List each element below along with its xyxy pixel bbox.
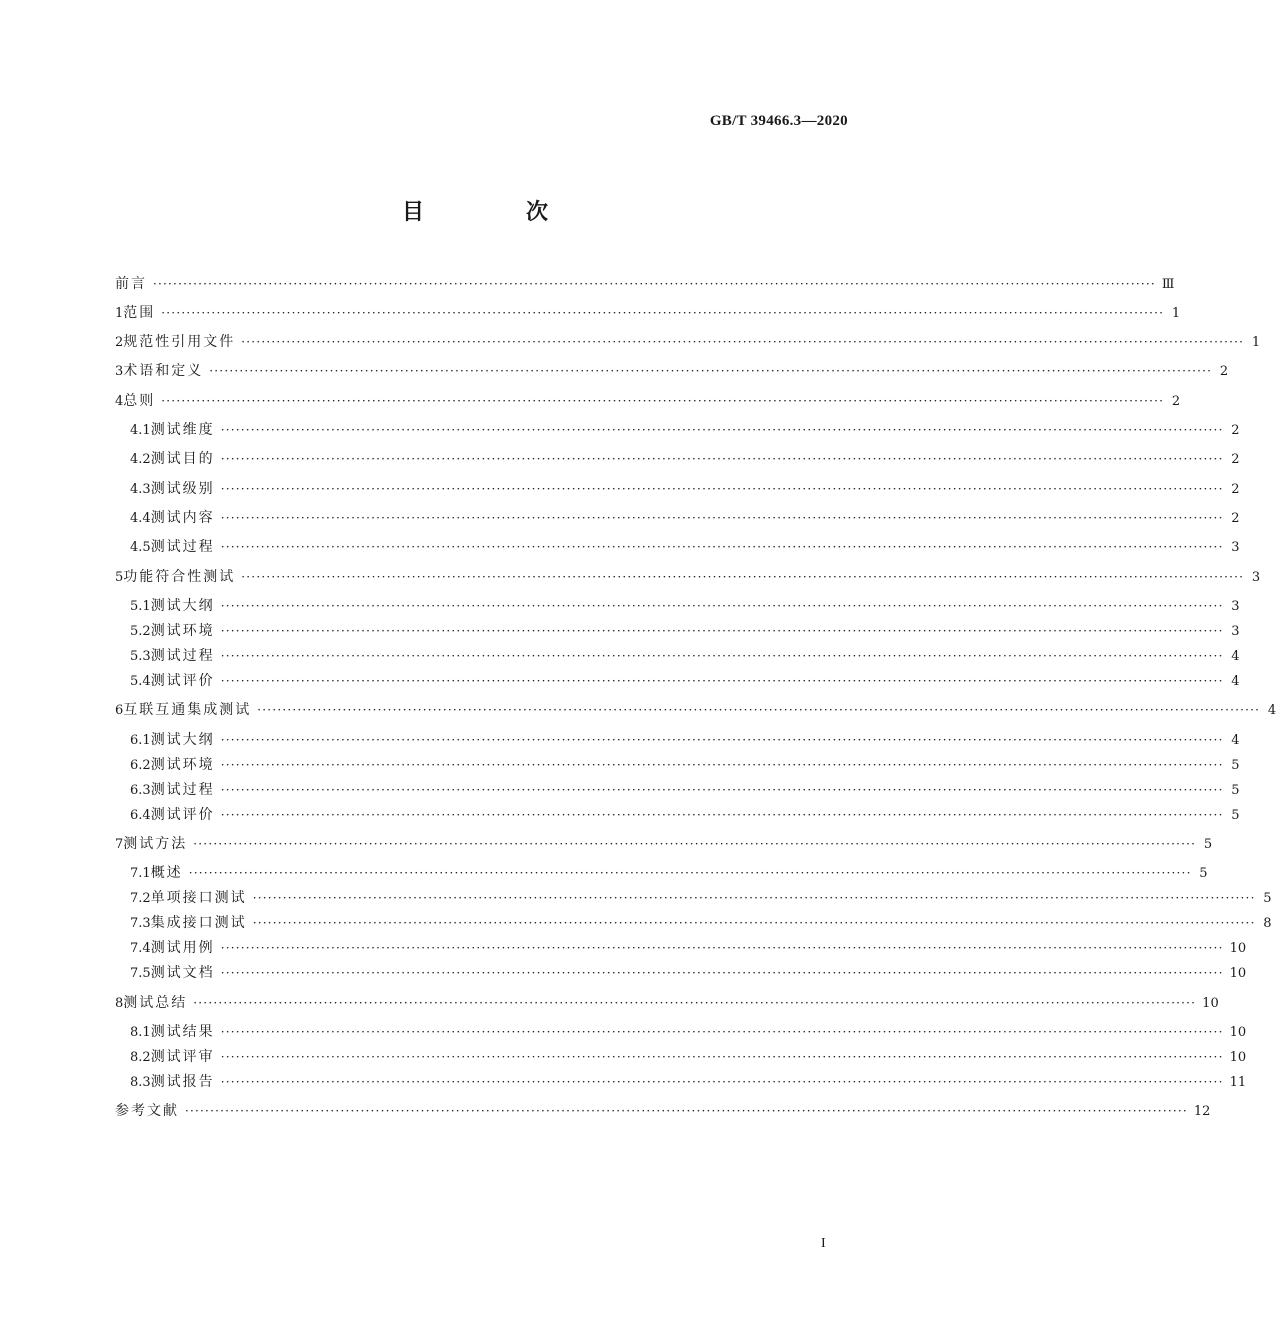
toc-entry-page: 2 <box>1231 423 1240 438</box>
toc-entry-label: 参考文献 <box>115 1103 179 1119</box>
toc-leader-dots: ········································································································································································································ <box>220 1050 1224 1064</box>
toc-entry-number: 4 <box>115 394 124 409</box>
toc-leader-dots: ········································································································································································································ <box>220 941 1224 955</box>
toc-entry-number: 7 <box>115 837 124 852</box>
toc-entry-number: 6 <box>115 703 124 718</box>
toc-entry[interactable] <box>115 361 1229 381</box>
toc-entry-label: 测试维度 <box>150 422 215 438</box>
toc-leader-dots: ········································································································································································································ <box>193 996 1197 1010</box>
toc-entry-label: 测试环境 <box>150 623 215 639</box>
toc-leader-dots: ········································································································································································································ <box>188 866 1192 880</box>
toc-leader-dots: ········································································································································································································ <box>220 783 1224 797</box>
toc-entry-page: 5 <box>1231 808 1240 823</box>
toc-entry-number: 6.4 <box>130 808 151 823</box>
page-title: 目 次 <box>401 199 588 225</box>
toc-entry-page: 1 <box>1251 335 1261 350</box>
toc-leader-dots: ········································································································································································································ <box>220 599 1224 613</box>
toc-entry[interactable] <box>115 963 1247 983</box>
toc-entry[interactable] <box>115 303 1181 323</box>
toc-entry-label: 测试过程 <box>150 648 215 664</box>
toc-entry[interactable] <box>115 274 1175 294</box>
toc-entry-number: 1 <box>115 306 124 321</box>
toc-entry-page: 3 <box>1231 540 1240 555</box>
toc-entry-label: 测试总结 <box>123 995 188 1011</box>
toc-entry-number: 4.2 <box>130 452 151 467</box>
toc-entry-label: 测试评审 <box>150 1049 215 1065</box>
toc-entry[interactable] <box>115 913 1272 933</box>
toc-entry-page: 3 <box>1231 624 1240 639</box>
toc-leader-dots: ········································································································································································································ <box>220 1025 1224 1039</box>
toc-entry-page: 10 <box>1229 1050 1247 1065</box>
toc-leader-dots: ········································································································································································································ <box>257 703 1261 717</box>
toc-entry[interactable] <box>115 730 1240 750</box>
toc-entry-number: 7.1 <box>130 866 151 881</box>
toc-entry-label: 概述 <box>150 865 183 881</box>
toc-entry-number: 7.2 <box>130 891 151 906</box>
toc-entry-label: 功能符合性测试 <box>123 569 236 585</box>
toc-entry-page: 4 <box>1231 733 1240 748</box>
toc-entry-number: 6.3 <box>130 783 151 798</box>
toc-entry-page: 2 <box>1231 482 1240 497</box>
toc-leader-dots: ········································································································································································································ <box>220 966 1224 980</box>
toc-entry-number: 4.3 <box>130 482 151 497</box>
toc-entry-label: 测试用例 <box>150 940 215 956</box>
toc-entry-label: 互联互通集成测试 <box>123 702 252 718</box>
toc-entry-page: 12 <box>1193 1104 1211 1119</box>
toc-leader-dots: ········································································································································································································ <box>241 570 1245 584</box>
toc-entry-page: 11 <box>1229 1075 1247 1090</box>
toc-entry-label: 测试大纲 <box>150 598 215 614</box>
toc-entry[interactable] <box>115 1101 1211 1121</box>
standard-code: GB/T 39466.3—2020 <box>709 113 848 129</box>
toc-entry-page: 3 <box>1251 570 1261 585</box>
toc-entry-page: 4 <box>1267 703 1276 718</box>
toc-leader-dots: ········································································································································································································ <box>220 674 1224 688</box>
toc-entry-page: 5 <box>1231 783 1240 798</box>
toc-entry-label: 测试文档 <box>150 965 215 981</box>
toc-leader-dots: ········································································································································································································ <box>161 306 1165 320</box>
toc-entry[interactable] <box>115 780 1240 800</box>
toc-entry-number: 8.1 <box>130 1025 151 1040</box>
toc-entry-label: 测试评价 <box>150 673 215 689</box>
toc-entry-page: 10 <box>1202 996 1219 1011</box>
toc-entry[interactable] <box>115 479 1240 499</box>
toc-entry-label: 范围 <box>123 305 156 321</box>
toc-entry-number: 4.1 <box>130 423 151 438</box>
toc-entry-number: 5.3 <box>130 649 151 664</box>
toc-entry-number: 5.2 <box>130 624 151 639</box>
toc-entry[interactable] <box>115 567 1261 587</box>
toc-entry-page: 5 <box>1203 837 1213 852</box>
toc-entry-page: 5 <box>1199 866 1208 881</box>
toc-entry-number: 7.3 <box>130 916 151 931</box>
toc-entry-number: 7.5 <box>130 966 151 981</box>
toc-entry[interactable] <box>115 537 1240 557</box>
toc-entry-page: 4 <box>1231 674 1240 689</box>
toc-entry-page: 5 <box>1263 891 1272 906</box>
toc-entry-page: 2 <box>1231 511 1240 526</box>
toc-leader-dots: ········································································································································································································ <box>252 891 1256 905</box>
toc-entry-label: 测试过程 <box>150 539 215 555</box>
toc-leader-dots: ········································································································································································································ <box>241 335 1245 349</box>
toc-entry[interactable] <box>115 420 1240 440</box>
toc-entry-number: 5.1 <box>130 599 151 614</box>
toc-entry-label: 测试级别 <box>150 481 215 497</box>
toc-entry[interactable] <box>115 805 1240 825</box>
toc-entry-page: 2 <box>1231 452 1240 467</box>
toc-leader-dots: ········································································································································································································ <box>220 540 1224 554</box>
toc-entry-page: 2 <box>1171 394 1181 409</box>
toc-entry-label: 测试过程 <box>150 782 215 798</box>
toc-entry-page: 5 <box>1231 758 1240 773</box>
toc-entry-page: 2 <box>1219 364 1229 379</box>
toc-leader-dots: ········································································································································································································ <box>252 916 1256 930</box>
toc-leader-dots: ········································································································································································································ <box>161 394 1165 408</box>
toc-leader-dots: ········································································································································································································ <box>220 1075 1224 1089</box>
toc-leader-dots: ········································································································································································································ <box>220 624 1224 638</box>
toc-entry-number: 2 <box>115 335 124 350</box>
toc-entry[interactable] <box>115 700 1276 720</box>
toc-entry-label: 集成接口测试 <box>150 915 247 931</box>
toc-entry[interactable] <box>115 596 1240 616</box>
toc-entry-number: 4.5 <box>130 540 151 555</box>
toc-leader-dots: ········································································································································································································ <box>220 733 1224 747</box>
toc-leader-dots: ········································································································································································································ <box>220 482 1224 496</box>
toc-entry[interactable] <box>115 755 1240 775</box>
toc-entry[interactable] <box>115 993 1219 1013</box>
toc-entry[interactable] <box>115 646 1240 666</box>
toc-entry[interactable] <box>115 391 1181 411</box>
toc-leader-dots: ········································································································································································································ <box>193 837 1197 851</box>
toc-entry-label: 术语和定义 <box>123 363 204 379</box>
toc-entry-number: 6.1 <box>130 733 151 748</box>
toc-entry-page: 1 <box>1171 306 1181 321</box>
toc-entry-label: 单项接口测试 <box>150 890 247 906</box>
toc-entry-number: 5.4 <box>130 674 151 689</box>
toc-leader-dots: ········································································································································································································ <box>209 364 1213 378</box>
toc-entry-number: 4.4 <box>130 511 151 526</box>
toc-entry[interactable] <box>115 863 1208 883</box>
toc-entry-page: 4 <box>1231 649 1240 664</box>
toc-entry-number: 6.2 <box>130 758 151 773</box>
toc-leader-dots: ········································································································································································································ <box>220 649 1224 663</box>
toc-entry[interactable] <box>115 1072 1247 1092</box>
toc-entry-label: 测试环境 <box>150 757 215 773</box>
toc-entry-label: 测试评价 <box>150 807 215 823</box>
toc-entry-number: 8.3 <box>130 1075 151 1090</box>
toc-entry[interactable] <box>115 1022 1247 1042</box>
toc-entry-label: 测试目的 <box>150 451 215 467</box>
toc-entry-page: 10 <box>1229 941 1247 956</box>
page-number: I <box>821 1236 826 1251</box>
toc-leader-dots: ········································································································································································································ <box>220 808 1224 822</box>
toc-entry-label: 前言 <box>115 276 147 292</box>
toc-entry-label: 测试方法 <box>123 836 188 852</box>
toc-entry-label: 测试内容 <box>150 510 215 526</box>
toc-leader-dots: ········································································································································································································ <box>153 277 1156 291</box>
toc-entry-label: 测试结果 <box>150 1024 215 1040</box>
toc-entry-number: 8.2 <box>130 1050 151 1065</box>
toc-entry-page: 10 <box>1229 966 1247 981</box>
toc-entry[interactable] <box>115 888 1272 908</box>
toc-entry-page: 8 <box>1263 916 1272 931</box>
toc-entry[interactable] <box>115 621 1240 641</box>
toc-entry[interactable] <box>115 671 1240 691</box>
toc-entry-number: 8 <box>115 996 124 1011</box>
toc-entry-label: 测试报告 <box>150 1074 215 1090</box>
toc-entry-label: 规范性引用文件 <box>123 334 236 350</box>
toc-leader-dots: ········································································································································································································ <box>220 452 1224 466</box>
toc-entry[interactable] <box>115 834 1213 854</box>
toc-entry-page: 10 <box>1229 1025 1247 1040</box>
toc-entry-label: 测试大纲 <box>150 732 215 748</box>
toc-entry-page: 3 <box>1231 599 1240 614</box>
toc-entry[interactable] <box>115 508 1240 528</box>
toc-entry[interactable] <box>115 332 1261 352</box>
toc-entry-number: 5 <box>115 570 124 585</box>
toc-entry[interactable] <box>115 1047 1247 1067</box>
toc-leader-dots: ········································································································································································································ <box>220 758 1224 772</box>
toc-entry-page: Ⅲ <box>1161 277 1175 292</box>
toc-leader-dots: ········································································································································································································ <box>220 511 1224 525</box>
toc-entry-label: 总则 <box>123 393 156 409</box>
toc-entry[interactable] <box>115 938 1247 958</box>
toc-leader-dots: ········································································································································································································ <box>185 1104 1188 1118</box>
toc-entry-number: 3 <box>115 364 124 379</box>
toc-entry-number: 7.4 <box>130 941 151 956</box>
toc-leader-dots: ········································································································································································································ <box>220 423 1224 437</box>
toc-entry[interactable] <box>115 449 1240 469</box>
